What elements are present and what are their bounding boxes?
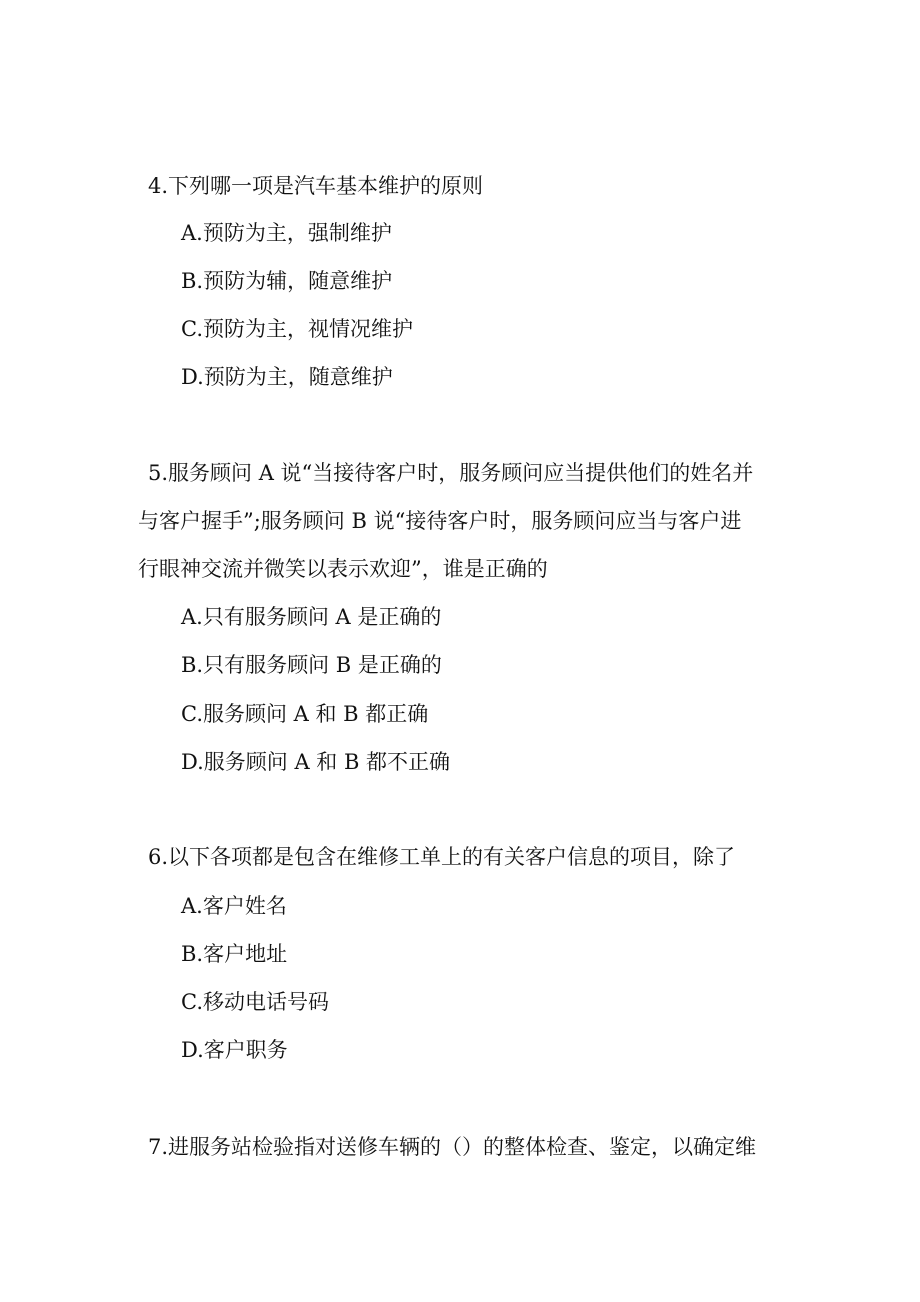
question-5-option-a: A.只有服务顾问 A 是正确的 [181,605,442,629]
question-5-option-c: C.服务顾问 A 和 B 都正确 [181,702,429,726]
question-6-option-b: B.客户地址 [181,942,288,966]
question-6-stem: 6.以下各项都是包含在维修工单上的有关客户信息的项目，除了 [148,845,736,869]
question-5-stem-line-3: 行眼神交流并微笑以表示欢迎”，谁是正确的 [138,557,548,581]
question-5-stem-line-1: 5.服务顾问 A 说“当接待客户时，服务顾问应当提供他们的姓名并 [148,461,754,485]
question-5-option-d: D.服务顾问 A 和 B 都不正确 [181,750,451,774]
question-5-option-b: B.只有服务顾问 B 是正确的 [181,653,442,677]
question-6-option-d: D.客户职务 [181,1038,288,1062]
question-4-option-d: D.预防为主，随意维护 [181,365,393,389]
question-4-stem: 4.下列哪一项是汽车基本维护的原则 [148,174,484,198]
question-4-option-b: B.预防为辅，随意维护 [181,269,393,293]
question-5-stem-line-2: 与客户握手”;服务顾问 B 说“接待客户时，服务顾问应当与客户进 [138,509,742,533]
question-7-stem: 7.进服务站检验指对送修车辆的（）的整体检查、鉴定，以确定维 [148,1135,757,1159]
question-6-option-a: A.客户姓名 [181,894,287,918]
question-4-option-c: C.预防为主，视情况维护 [181,317,413,341]
question-4-option-a: A.预防为主，强制维护 [181,221,392,245]
question-6-option-c: C.移动电话号码 [181,990,329,1014]
